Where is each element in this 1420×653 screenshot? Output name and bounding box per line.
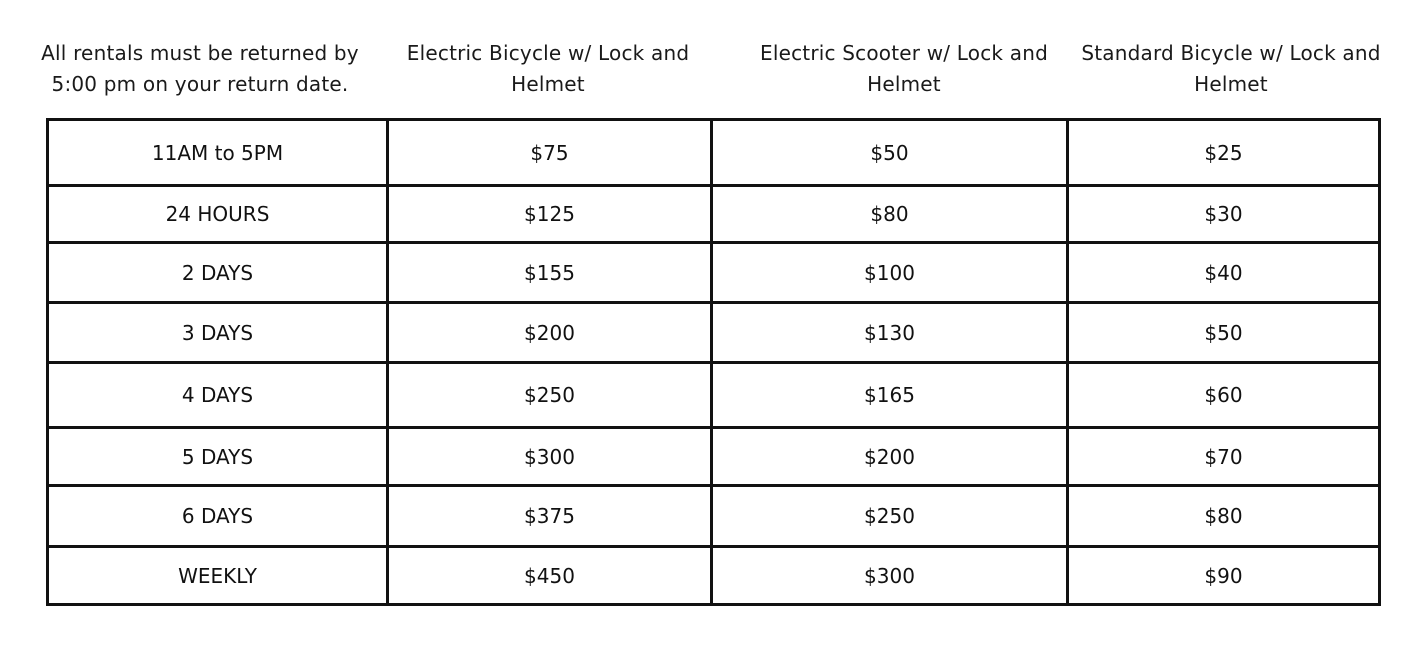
electric-scooter-price: $50 [712,120,1068,186]
electric-bicycle-price: $300 [388,428,712,486]
electric-scooter-price: $200 [712,428,1068,486]
electric-bicycle-price: $450 [388,547,712,605]
electric-scooter-price: $250 [712,486,1068,547]
standard-bicycle-price: $25 [1068,120,1380,186]
standard-bicycle-price: $40 [1068,243,1380,303]
duration-cell: 6 DAYS [48,486,388,547]
electric-scooter-price: $80 [712,186,1068,243]
standard-bicycle-price: $90 [1068,547,1380,605]
duration-cell: 5 DAYS [48,428,388,486]
duration-cell: 2 DAYS [48,243,388,303]
duration-cell: 11AM to 5PM [48,120,388,186]
column-header-standard-bicycle: Standard Bicycle w/ Lock and Helmet [1081,41,1381,96]
electric-bicycle-price: $125 [388,186,712,243]
table-row [48,547,1380,605]
table-row [48,428,1380,486]
duration-cell: 24 HOURS [48,186,388,243]
electric-scooter-price: $100 [712,243,1068,303]
rental-rates-table [46,118,1381,606]
table-row [48,303,1380,363]
table-row [48,186,1380,243]
electric-scooter-price: $165 [712,363,1068,428]
electric-bicycle-price: $375 [388,486,712,547]
return-notice: All rentals must be returned by 5:00 pm on your return date. [41,41,359,96]
standard-bicycle-price: $70 [1068,428,1380,486]
duration-cell: WEEKLY [48,547,388,605]
electric-bicycle-price: $200 [388,303,712,363]
standard-bicycle-price: $50 [1068,303,1380,363]
electric-bicycle-price: $75 [388,120,712,186]
electric-bicycle-price: $250 [388,363,712,428]
column-header-electric-bicycle: Electric Bicycle w/ Lock and Helmet [406,41,690,96]
standard-bicycle-price: $60 [1068,363,1380,428]
standard-bicycle-price: $30 [1068,186,1380,243]
electric-bicycle-price: $155 [388,243,712,303]
duration-cell: 4 DAYS [48,363,388,428]
table-row [48,363,1380,428]
duration-cell: 3 DAYS [48,303,388,363]
electric-scooter-price: $300 [712,547,1068,605]
standard-bicycle-price: $80 [1068,486,1380,547]
electric-scooter-price: $130 [712,303,1068,363]
column-header-electric-scooter: Electric Scooter w/ Lock and Helmet [759,41,1048,96]
table-row [48,486,1380,547]
table-row [48,120,1380,186]
table-row [48,243,1380,303]
table-header [34,38,1379,106]
